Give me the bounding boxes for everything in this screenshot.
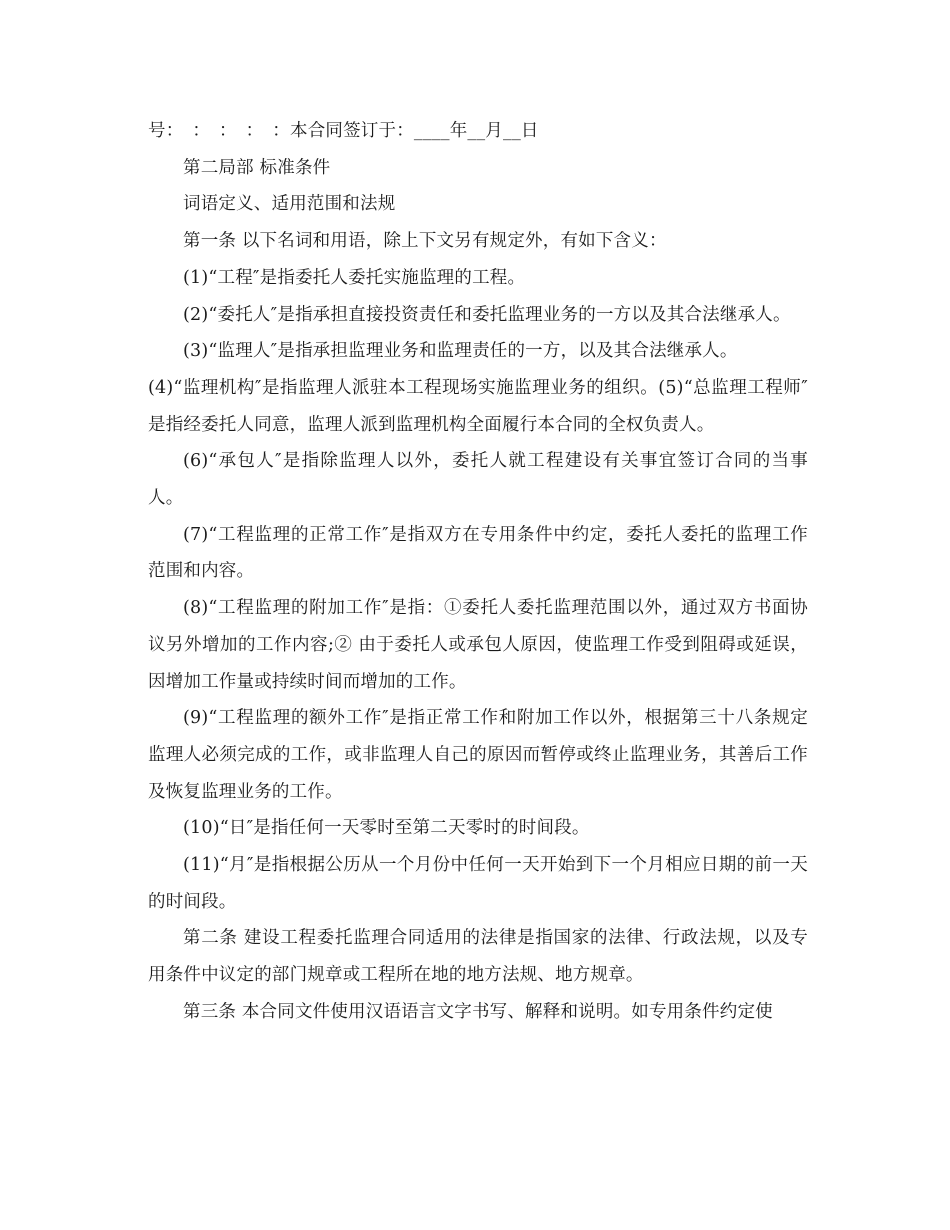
definition-8: (8)“工程监理的附加工作″是指：①委托人委托监理范围以外，通过双方书面协议另外增加的工作内容;② 由于委托人或承包人原因，使监理工作受到阻碍或延误，因增加工作量或持续时间而增加的工作。 — [148, 598, 808, 692]
definition-2: (2)“委托人″是指承担直接投资责任和委托监理业务的一方以及其合法继承人。 — [183, 304, 791, 325]
definition-6: (6)“承包人″是指除监理人以外，委托人就工程建设有关事宜签订合同的当事人。 — [148, 451, 808, 509]
definition-4-5: (4)“监理机构″是指监理人派驻本工程现场实施监理业务的组织。(5)“总监理工程师″是指经委托人同意，监理人派到监理机构全面履行本合同的全权负责人。 — [148, 377, 808, 435]
definition-11: (11)“月″是指根据公历从一个月份中任何一天开始到下一个月相应日期的前一天的时间段。 — [148, 855, 808, 912]
definition-1: (1)“工程″是指委托人委托实施监理的工程。 — [183, 267, 526, 288]
article-1: 第一条 以下名词和用语，除上下文另有规定外，有如下含义： — [183, 231, 667, 252]
article-3: 第三条 本合同文件使用汉语语言文字书写、解释和说明。如专用条件约定使 — [183, 1001, 773, 1022]
definition-3: (3)“监理人″是指承担监理业务和监理责任的一方，以及其合法继承人。 — [183, 341, 738, 362]
article-2: 第二条 建设工程委托监理合同适用的法律是指国家的法律、行政法规，以及专用条件中议定的部门规章或工程所在地的地方法规、地方规章。 — [148, 928, 808, 986]
subsection-heading: 词语定义、适用范围和法规 — [183, 194, 396, 215]
section-heading: 第二局部 标准条件 — [183, 157, 331, 178]
definition-7: (7)“工程监理的正常工作″是指双方在专用条件中约定，委托人委托的监理工作范围和内容。 — [148, 524, 808, 582]
definition-9: (9)“工程监理的额外工作″是指正常工作和附加工作以外，根据第三十八条规定监理人必须完成的工作，或非监理人自己的原因而暂停或终止监理业务，其善后工作及恢复监理业务的工作。 — [148, 708, 808, 802]
contract-date-line: 号： ： ： ： ：本合同签订于：____年__月__日 — [148, 121, 539, 141]
definition-10: (10)“日″是指任何一天零时至第二天零时的时间段。 — [183, 818, 590, 839]
document-body — [148, 113, 808, 1031]
